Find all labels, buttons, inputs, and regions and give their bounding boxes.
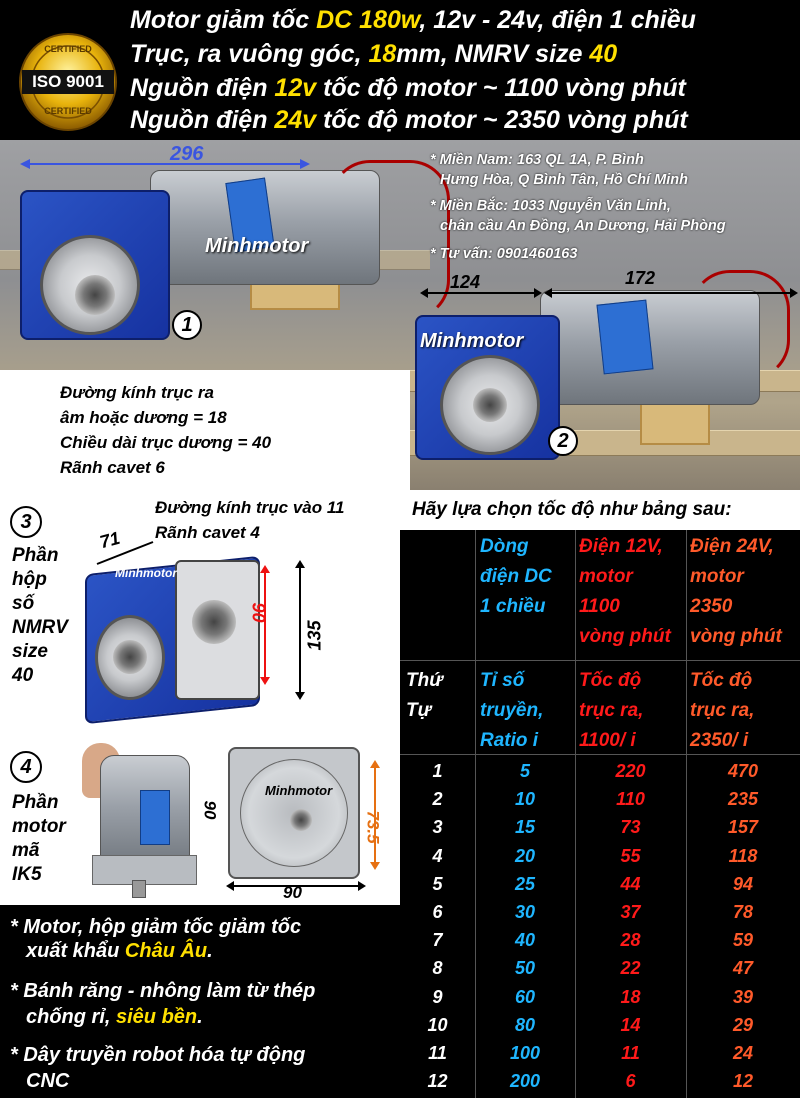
bullet-3-line-2: CNC: [26, 1070, 70, 1092]
dim-172: 172: [625, 268, 656, 288]
dim-90-motor-vertical: 90: [200, 800, 220, 820]
header-line-1: Motor giảm tốc DC 180w, 12v - 24v, điện 1 chiều: [130, 6, 696, 34]
header-12v-3: 1100: [579, 596, 620, 617]
shaft-info-line-1: Đường kính trục ra: [60, 383, 214, 402]
iso-9001-badge: [18, 32, 118, 132]
badge-2: 2: [548, 426, 578, 456]
row-order: 9: [432, 986, 443, 1007]
input-shaft-3: [192, 600, 236, 644]
input-keyway: Rãnh cavet 4: [155, 523, 260, 542]
dim-90-motor-horizontal: 90: [283, 883, 302, 902]
row-ratio: 25: [514, 873, 536, 894]
bullet-3-line-1: * Dây truyền robot hóa tự động: [10, 1044, 306, 1066]
row-speed-24v: 470: [727, 761, 759, 781]
shaft-info-line-3: Chiều dài trục dương = 40: [60, 433, 272, 452]
row-speed-24v: 94: [732, 873, 754, 894]
header-24v-3: 2350: [690, 596, 733, 617]
row-speed-12v: 22: [620, 958, 641, 979]
row-speed-24v: 29: [732, 1014, 754, 1035]
row-speed-12v: 28: [620, 930, 641, 951]
motor-label-3: mã: [12, 840, 40, 861]
row-speed-24v: 235: [727, 789, 759, 810]
row-speed-12v: 55: [620, 845, 641, 866]
motor-label-2: motor: [12, 816, 66, 837]
row-order: 12: [427, 1071, 448, 1092]
section-number-3: 3: [10, 506, 42, 538]
row-speed-24v: 47: [732, 958, 754, 979]
header: [0, 0, 800, 140]
gearbox-label-6: 40: [12, 665, 34, 686]
row-ratio: 80: [514, 1014, 536, 1035]
dim-296: 296: [170, 143, 204, 165]
row-speed-24v: 59: [732, 930, 754, 951]
gearbox-label-1: Phần: [12, 545, 59, 566]
row-speed-12v: 37: [620, 902, 641, 922]
row-order: 10: [427, 1014, 448, 1035]
table-row: [400, 758, 800, 786]
iso-bottom-text: CERTIFIED: [44, 106, 92, 116]
motor-section: [0, 735, 400, 905]
subheader-ratio-3: Ratio i: [480, 730, 539, 751]
dim-124: 124: [450, 272, 481, 292]
dim-73-5: 73.5: [363, 810, 383, 844]
row-speed-24v: 78: [732, 902, 754, 922]
row-speed-24v: 118: [728, 845, 758, 866]
dimension-arrow-90: [258, 565, 272, 685]
address-south-2: Hưng Hòa, Q Bình Tân, Hồ Chí Minh: [440, 172, 688, 188]
subheader-24v-1: Tốc độ: [690, 670, 753, 691]
subheader-order-1: Thứ: [406, 670, 443, 691]
brand-watermark-4: Minhmotor: [265, 783, 333, 798]
row-order: 8: [432, 958, 443, 979]
row-order: 6: [432, 902, 443, 922]
header-12v-1: Điện 12V,: [579, 536, 663, 557]
dim-90-gearbox: 90: [248, 602, 269, 623]
header-line-3: Nguồn điện 12v tốc độ motor ~ 1100 vòng phút: [130, 74, 686, 102]
row-speed-24v: 24: [732, 1043, 754, 1063]
brand-watermark-2: Minhmotor: [420, 330, 524, 352]
row-ratio: 30: [514, 902, 536, 922]
row-speed-12v: 73: [620, 817, 641, 838]
row-order: 2: [432, 789, 443, 810]
shaft-info-line-4: Rãnh cavet 6: [60, 458, 165, 477]
row-speed-12v: 6: [625, 1071, 636, 1092]
speed-table: [400, 530, 800, 1098]
row-order: 4: [432, 845, 443, 866]
table-divider: [400, 660, 800, 661]
subheader-ratio-2: truyền,: [480, 700, 544, 721]
table-row: [400, 984, 800, 1012]
table-row: [400, 871, 800, 899]
table-row: [400, 786, 800, 814]
gearbox-label-5: size: [12, 641, 48, 662]
address-south-1: * Miền Nam: 163 QL 1A, P. Bình: [430, 152, 644, 168]
header-12v-4: vòng phút: [579, 626, 671, 647]
header-dc-3: 1 chiều: [480, 596, 546, 617]
bullet-2-line-1: * Bánh răng - nhông làm từ thép: [10, 980, 316, 1002]
brand-watermark-3: Minhmotor: [115, 566, 177, 580]
gearbox-section: [0, 490, 400, 735]
header-24v-2: motor: [690, 566, 744, 587]
header-12v-2: motor: [579, 566, 633, 587]
row-ratio: 40: [514, 930, 536, 951]
table-row: [400, 814, 800, 842]
subheader-12v-1: Tốc độ: [579, 670, 642, 691]
row-order: 1: [432, 761, 443, 781]
row-speed-12v: 110: [616, 789, 645, 810]
output-shaft-2: [473, 388, 507, 422]
address-north-2: chân cầu An Đồng, An Dương, Hải Phòng: [440, 218, 726, 234]
row-speed-12v: 18: [620, 986, 641, 1007]
motor-label-2: [596, 300, 653, 375]
row-speed-12v: 11: [621, 1043, 640, 1063]
table-row: [400, 1040, 800, 1068]
row-order: 5: [432, 873, 443, 894]
table-title: Hãy lựa chọn tốc độ như bảng sau:: [400, 490, 800, 530]
motor-shaft-4: [132, 880, 146, 898]
subheader-12v-3: 1100/ i: [579, 730, 636, 751]
header-line-4: Nguồn điện 24v tốc độ motor ~ 2350 vòng phút: [130, 106, 688, 134]
row-ratio: 100: [509, 1043, 541, 1063]
row-ratio: 20: [514, 845, 536, 866]
hotline: * Tư vấn: 0901460163: [430, 246, 578, 262]
table-row: [400, 955, 800, 983]
input-shaft-diameter: Đường kính trục vào 11: [155, 498, 345, 517]
table-row: [400, 1068, 800, 1096]
row-ratio: 50: [514, 958, 536, 979]
row-speed-24v: 39: [732, 986, 754, 1007]
motor-label-1: Phần: [12, 792, 59, 813]
table-row: [400, 927, 800, 955]
subheader-12v-2: trục ra,: [579, 700, 644, 721]
header-24v-4: vòng phút: [690, 626, 782, 647]
section-number-4: 4: [10, 751, 42, 783]
header-24v-1: Điện 24V,: [690, 536, 774, 557]
bullet-1-line-1: * Motor, hộp giảm tốc giảm tốc: [10, 916, 302, 938]
row-order: 3: [432, 817, 443, 838]
row-ratio: 15: [514, 817, 536, 838]
subheader-order-2: Tự: [406, 700, 432, 721]
motor-label-4: IK5: [12, 864, 42, 885]
badge-1: 1: [172, 310, 202, 340]
iso-main-text: ISO 9001: [32, 72, 104, 91]
row-ratio: 60: [514, 986, 536, 1007]
gearbox-label-2: hộp: [12, 569, 47, 590]
dim-71: 71: [97, 527, 123, 553]
header-dc-2: điện DC: [480, 566, 552, 587]
feature-bullets: [0, 905, 400, 1098]
iso-top-text: CERTIFIED: [44, 44, 92, 54]
brand-watermark-1: Minhmotor: [205, 235, 309, 257]
row-ratio: 5: [519, 761, 530, 781]
bullet-1-line-2: xuất khẩu Châu Âu.: [26, 940, 213, 962]
row-speed-24v: 12: [732, 1071, 754, 1092]
table-row: [400, 899, 800, 927]
subheader-ratio-1: Tỉ số: [480, 670, 525, 691]
row-speed-12v: 220: [615, 761, 646, 781]
row-speed-24v: 157: [727, 817, 759, 838]
dim-135: 135: [304, 620, 325, 651]
header-line-2: Trục, ra vuông góc, 18mm, NMRV size 40: [130, 40, 618, 68]
table-row: [400, 843, 800, 871]
address-north-1: * Miền Bắc: 1033 Nguyễn Văn Linh,: [430, 198, 671, 214]
product-photo: [0, 140, 800, 490]
dimension-arrow-296: [20, 154, 310, 174]
shaft-info-line-2: âm hoặc dương = 18: [60, 408, 227, 427]
output-shaft-1: [75, 275, 115, 315]
subheader-24v-2: trục ra,: [690, 700, 755, 721]
row-order: 11: [428, 1043, 447, 1063]
subheader-24v-3: 2350/ i: [690, 730, 749, 751]
gearbox-label-3: số: [12, 593, 35, 614]
row-ratio: 10: [514, 789, 536, 810]
motor-label-4-sticker: [140, 790, 170, 845]
gearbox-label-4: NMRV: [12, 617, 68, 638]
output-shaft-3: [113, 640, 147, 674]
row-ratio: 200: [509, 1071, 541, 1092]
header-dc-1: Dòng: [480, 536, 529, 557]
bullet-2-line-2: chống rỉ, siêu bền.: [26, 1006, 203, 1028]
row-order: 7: [432, 930, 443, 951]
table-row: [400, 1012, 800, 1040]
motor-face-shaft: [290, 809, 312, 831]
row-speed-12v: 44: [620, 873, 641, 894]
row-speed-12v: 14: [620, 1014, 641, 1035]
